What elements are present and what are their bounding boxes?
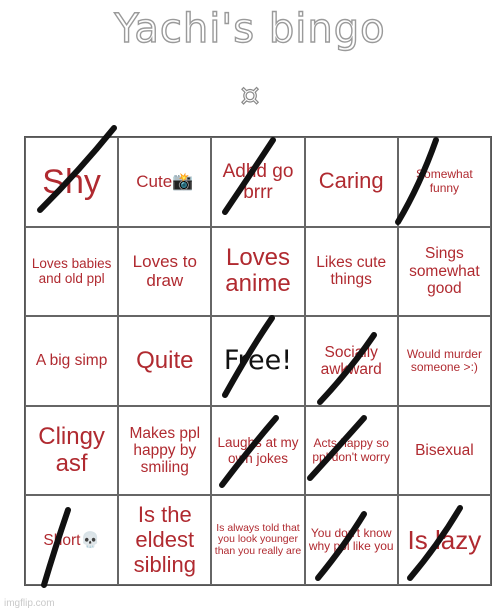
bingo-cell[interactable] — [118, 227, 211, 317]
cell-label: Laughs at my own jokes — [217, 435, 299, 466]
free-cell[interactable] — [211, 316, 304, 406]
bingo-cell[interactable] — [25, 137, 118, 227]
bingo-cell[interactable] — [305, 406, 398, 496]
cell-label: Socially awkward — [320, 343, 382, 378]
cell-label: Loves babies and old ppl — [31, 256, 112, 287]
cell-label: Adhd go brrr — [222, 160, 294, 203]
cell-label: Makes ppl happy by smiling — [129, 424, 201, 477]
cell-label: A big simp — [35, 352, 108, 370]
cell-label: Shy — [42, 162, 101, 201]
cell-label: Short💀 — [43, 531, 100, 549]
bingo-cell[interactable] — [25, 316, 118, 406]
cell-label: Likes cute things — [316, 254, 387, 289]
cell-label: You don't know why ppl like you — [308, 525, 394, 554]
cell-label: Is lazy — [407, 524, 482, 555]
watermark: imgflip.com — [4, 598, 55, 609]
bingo-cell[interactable] — [305, 137, 398, 227]
cell-label: Free! — [223, 344, 293, 376]
bingo-cell[interactable] — [398, 316, 491, 406]
bingo-cell[interactable] — [211, 406, 304, 496]
cell-label: Quite — [136, 346, 194, 374]
cell-label: Cute📸 — [136, 172, 194, 192]
bingo-cell[interactable] — [305, 227, 398, 317]
cell-label: Clingy asf — [38, 422, 105, 477]
cell-label: Acts happy so ppl don't worry — [312, 436, 391, 464]
bingo-cell[interactable] — [211, 495, 304, 585]
bingo-cell[interactable] — [398, 227, 491, 317]
bingo-cell[interactable] — [398, 406, 491, 496]
bingo-cell[interactable] — [25, 406, 118, 496]
cell-label: Sings somewhat good — [409, 245, 480, 298]
bingo-cell[interactable] — [118, 406, 211, 496]
cell-label: Loves anime — [225, 243, 291, 298]
bingo-cell[interactable] — [211, 227, 304, 317]
cell-label: Loves to draw — [132, 252, 197, 291]
bingo-cell[interactable] — [305, 316, 398, 406]
cell-label: Caring — [318, 168, 384, 194]
bingo-cell[interactable] — [25, 495, 118, 585]
cell-label: Bisexual — [415, 441, 474, 459]
bingo-cell[interactable] — [25, 227, 118, 317]
bingo-title: Yachi's bingo — [114, 6, 386, 52]
cell-label: Somewhat funny — [416, 167, 473, 195]
bingo-cell[interactable] — [305, 495, 398, 585]
bingo-cell[interactable] — [118, 137, 211, 227]
bingo-cell[interactable] — [211, 137, 304, 227]
cell-label: Is the eldest sibling — [133, 502, 196, 577]
bingo-grid — [24, 136, 492, 586]
bingo-cell[interactable] — [118, 495, 211, 585]
bingo-cell[interactable] — [118, 316, 211, 406]
cell-label: Would murder someone >:) — [406, 346, 482, 374]
bingo-cell[interactable] — [398, 137, 491, 227]
bingo-cell[interactable] — [398, 495, 491, 585]
cell-label: Is always told that you look younger than you really are — [214, 521, 302, 558]
currency-symbol: ¤ — [240, 78, 260, 113]
